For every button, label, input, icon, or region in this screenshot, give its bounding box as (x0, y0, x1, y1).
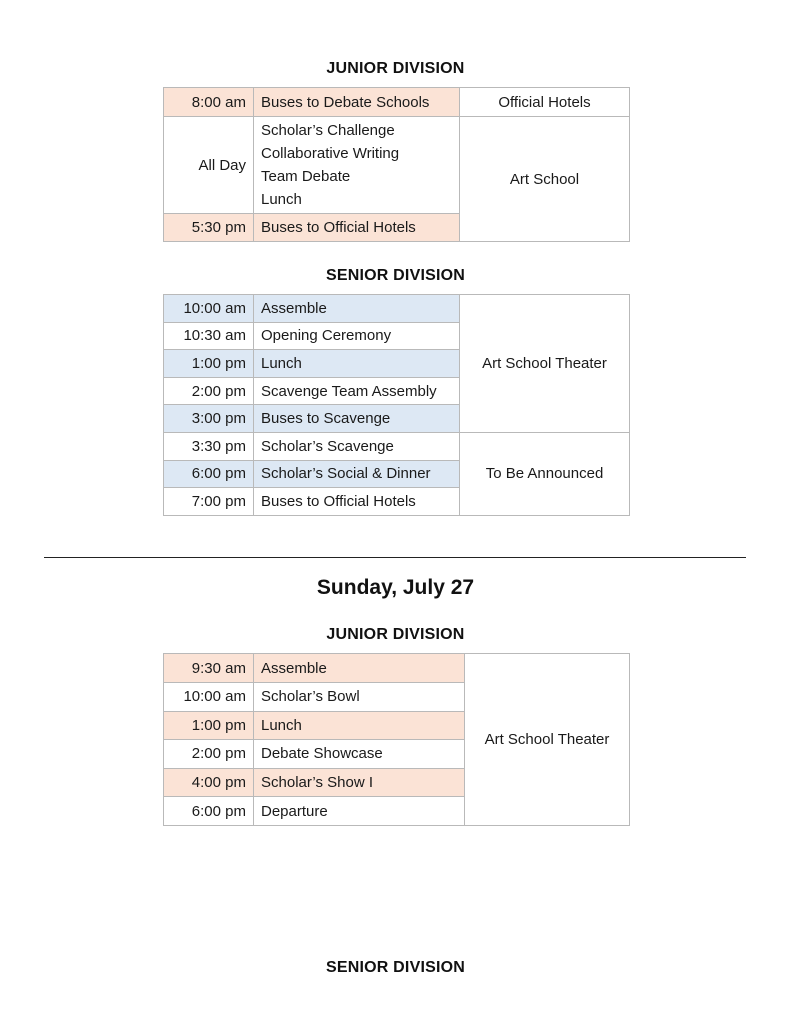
sat-junior-table (163, 87, 630, 242)
time-cell: 9:30 am (164, 654, 254, 683)
event-line: Team Debate (261, 168, 351, 185)
time-cell: 7:00 pm (164, 488, 254, 516)
sat-junior-heading: JUNIOR DIVISION (326, 60, 465, 77)
table-row (164, 295, 630, 323)
sun-junior-table (163, 653, 630, 826)
section-divider (44, 557, 746, 558)
event-cell: Buses to Official Hotels (254, 214, 460, 242)
event-cell: Debate Showcase (254, 740, 465, 769)
event-cell: Opening Ceremony (254, 322, 460, 350)
time-cell: 6:00 pm (164, 460, 254, 488)
event-cell: Lunch (254, 711, 465, 740)
event-cell: Departure (254, 797, 465, 826)
time-cell: 10:00 am (164, 683, 254, 712)
event-cell (254, 117, 460, 214)
event-cell: Scholar’s Social & Dinner (254, 460, 460, 488)
sat-senior-table (163, 294, 630, 516)
event-cell: Lunch (254, 350, 460, 378)
location-cell: Official Hotels (460, 88, 630, 117)
event-cell: Buses to Debate Schools (254, 88, 460, 117)
table-row (164, 654, 630, 683)
event-line: Collaborative Writing (261, 145, 400, 162)
event-cell: Buses to Scavenge (254, 405, 460, 433)
table-row (164, 432, 630, 460)
time-cell: 8:00 am (164, 88, 254, 117)
location-cell: Art School (460, 117, 630, 242)
event-cell: Scholar’s Bowl (254, 683, 465, 712)
sun-junior-heading: JUNIOR DIVISION (326, 626, 465, 643)
time-cell: 2:00 pm (164, 377, 254, 405)
table-row (164, 117, 630, 214)
event-line: Lunch (261, 191, 302, 208)
location-cell: Art School Theater (460, 295, 630, 433)
time-cell: 1:00 pm (164, 711, 254, 740)
event-cell: Assemble (254, 295, 460, 323)
event-cell: Scholar’s Scavenge (254, 432, 460, 460)
time-cell: 10:00 am (164, 295, 254, 323)
event-cell: Buses to Official Hotels (254, 488, 460, 516)
time-cell: 5:30 pm (164, 214, 254, 242)
location-cell: To Be Announced (460, 432, 630, 515)
time-cell: 2:00 pm (164, 740, 254, 769)
time-cell: 3:30 pm (164, 432, 254, 460)
location-cell: Art School Theater (465, 654, 630, 826)
day-title: Sunday, July 27 (316, 576, 475, 599)
event-cell: Scavenge Team Assembly (254, 377, 460, 405)
table-row (164, 88, 630, 117)
time-cell: 10:30 am (164, 322, 254, 350)
event-cell: Scholar’s Show I (254, 768, 465, 797)
event-cell: Assemble (254, 654, 465, 683)
event-line: Scholar’s Challenge (261, 122, 395, 139)
time-cell: All Day (164, 117, 254, 214)
sun-senior-heading: SENIOR DIVISION (325, 959, 466, 976)
time-cell: 3:00 pm (164, 405, 254, 433)
time-cell: 1:00 pm (164, 350, 254, 378)
time-cell: 6:00 pm (164, 797, 254, 826)
time-cell: 4:00 pm (164, 768, 254, 797)
sat-senior-heading: SENIOR DIVISION (325, 267, 466, 284)
